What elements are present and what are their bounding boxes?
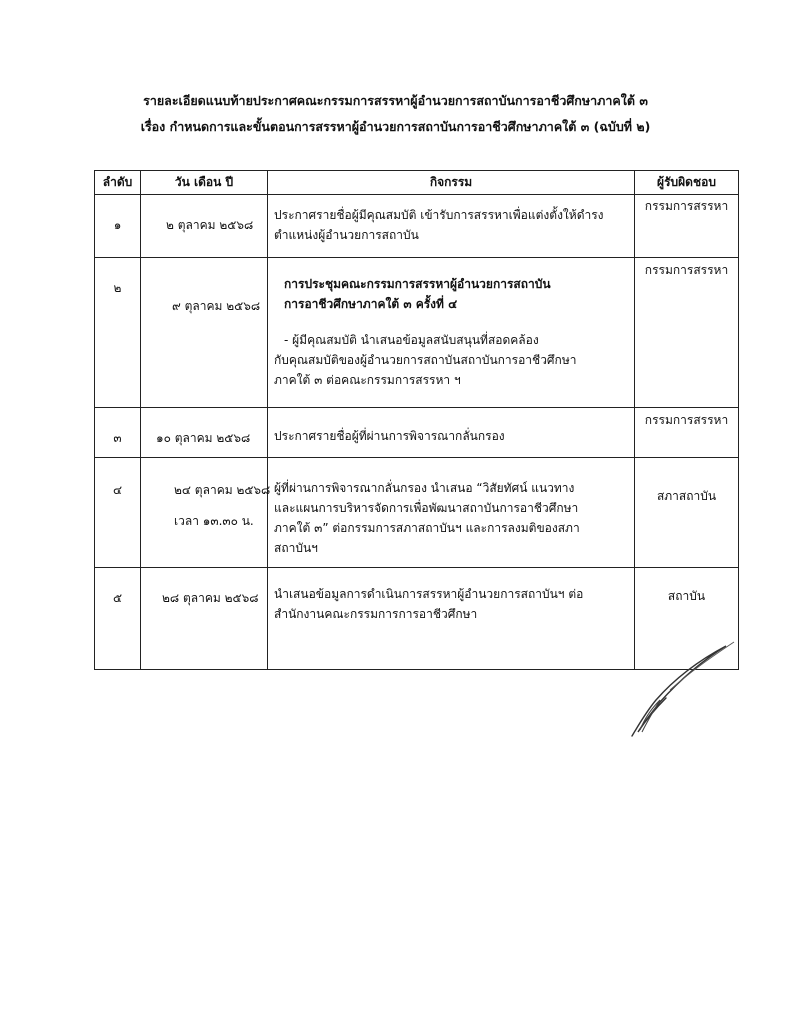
activity-line: ผู้ที่ผ่านการพิจารณากลั่นกรอง นำเสนอ “วิสัยทัศน์ แนวทาง (274, 481, 575, 495)
row-date: ๙ ตุลาคม ๒๕๖๘ (172, 299, 261, 313)
row-responsible: สถาบัน (667, 589, 706, 603)
row-number: ๑ (113, 218, 122, 232)
activity-cell (268, 408, 635, 458)
date-cell (141, 258, 268, 408)
table-header-row (95, 171, 739, 195)
row-responsible: กรรมการสรรหา (644, 199, 729, 213)
activity-line: สำนักงานคณะกรรมการการอาชีวศึกษา (274, 607, 478, 621)
column-header-no: ลำดับ (95, 171, 141, 195)
activity-cell (268, 568, 635, 670)
activity-line: ตำแหน่งผู้อำนวยการสถาบัน (274, 228, 419, 242)
row-number-cell (95, 195, 141, 258)
date-cell (141, 458, 271, 568)
row-responsible: สภาสถาบัน (656, 489, 717, 503)
row-number-cell (95, 258, 141, 408)
row-number: ๕ (112, 591, 123, 605)
responsible-cell (635, 258, 739, 408)
activity-line: ภาคใต้ ๓ ต่อคณะกรรมการสรรหา ฯ (274, 373, 461, 387)
document-title-line1: รายละเอียดแนบท้ายประกาศคณะกรรมการสรรหาผู้อำนวยการสถาบันการอาชีวศึกษาภาคใต้ ๓ (143, 93, 648, 108)
activity-line: และแผนการบริหารจัดการเพื่อพัฒนาสถาบันการอาชีวศึกษา (274, 501, 579, 515)
date-cell (141, 195, 268, 258)
row-responsible: กรรมการสรรหา (644, 413, 729, 427)
date-cell (141, 408, 268, 458)
column-header-date: วัน เดือน ปี (141, 171, 268, 195)
row-number: ๒ (113, 281, 122, 295)
table-row (95, 408, 739, 458)
column-header-responsible: ผู้รับผิดชอบ (635, 171, 739, 195)
row-date: ๑๐ ตุลาคม ๒๕๖๘ (156, 431, 251, 445)
activity-cell (268, 195, 635, 258)
activity-line: ประกาศรายชื่อผู้มีคุณสมบัติ เข้ารับการสรรหาเพื่อแต่งตั้งให้ดำรง (274, 208, 604, 222)
row-number: ๔ (112, 483, 123, 497)
activity-line: นำเสนอข้อมูลการดำเนินการสรรหาผู้อำนวยการสถาบันฯ ต่อ (274, 587, 584, 601)
spacer (274, 314, 630, 330)
activity-line: - ผู้มีคุณสมบัติ นำเสนอข้อมูลสนับสนุนที่สอดคล้อง (284, 333, 539, 347)
row-date: ๒๔ ตุลาคม ๒๕๖๘ (174, 483, 271, 497)
row-date: ๒ ตุลาคม ๒๕๖๘ (166, 218, 254, 232)
activity-line: ประกาศรายชื่อผู้ที่ผ่านการพิจารณากลั่นกรอง (274, 429, 505, 443)
document-title-line2: เรื่อง กำหนดการและขั้นตอนการสรรหาผู้อำนวยการสถาบันการอาชีวศึกษาภาคใต้ ๓ (ฉบับที่ ๒) (140, 119, 651, 134)
responsible-cell (635, 458, 739, 568)
column-header-activity: กิจกรรม (268, 171, 635, 195)
table-row (95, 458, 739, 568)
row-responsible: กรรมการสรรหา (644, 263, 729, 277)
row-number-cell (95, 408, 141, 458)
row-date: ๒๘ ตุลาคม ๒๕๖๘ (162, 591, 259, 605)
activity-cell (268, 458, 635, 568)
responsible-cell (635, 408, 739, 458)
row-number: ๓ (113, 431, 122, 445)
row-time: เวลา ๑๓.๓๐ น. (174, 514, 254, 528)
table-row (95, 258, 739, 408)
schedule-table (94, 170, 739, 670)
activity-line: สถาบันฯ (274, 541, 318, 555)
handwritten-signature-icon (630, 640, 740, 740)
table-row (95, 195, 739, 258)
activity-heading-line: การประชุมคณะกรรมการสรรหาผู้อำนวยการสถาบัน (284, 277, 551, 291)
activity-line: กับคุณสมบัติของผู้อำนวยการสถาบันสถาบันการอาชีวศึกษา (274, 353, 577, 367)
activity-heading-line: การอาชีวศึกษาภาคใต้ ๓ ครั้งที่ ๔ (284, 297, 458, 311)
activity-cell (268, 258, 635, 408)
row-number-cell (95, 568, 141, 670)
row-number-cell (95, 458, 141, 568)
responsible-cell (635, 195, 739, 258)
activity-line: ภาคใต้ ๓” ต่อกรรมการสภาสถาบันฯ และการลงมติของสภา (274, 521, 580, 535)
date-cell (141, 568, 268, 670)
